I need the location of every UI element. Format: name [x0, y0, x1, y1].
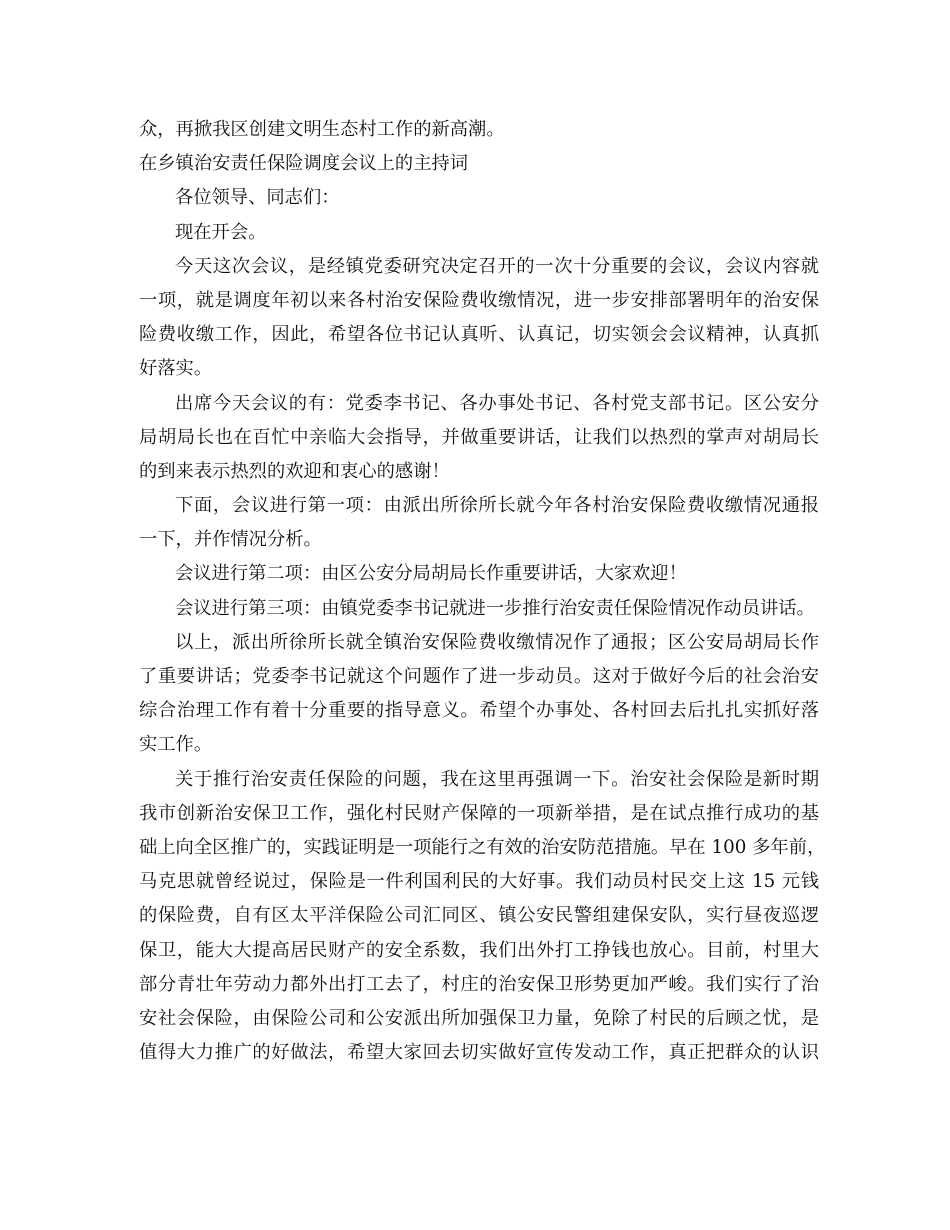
text-line: 出席今天会议的有：党委李书记、各办事处书记、各村党支部书记。区公安分 [175, 392, 819, 414]
text-line: 现在开会。 [175, 221, 267, 243]
text-line: 会议进行第三项：由镇党委李书记就进一步推行治安责任保险情况作动员讲话。 [175, 597, 815, 619]
text-line: 值得大力推广的好做法，希望大家回去切实做好宣传发动工作，真正把群众的认识 [139, 1042, 819, 1064]
text-line: 的到来表示热烈的欢迎和衷心的感谢！ [139, 460, 450, 482]
text-line: 一项，就是调度年初以来各村治安保险费收缴情况，进一步安排部署明年的治安保 [139, 289, 819, 311]
text-line: 众，再掀我区创建文明生态村工作的新高潮。 [139, 119, 505, 140]
text-line: 实工作。 [139, 734, 213, 756]
document-body [139, 113, 826, 1070]
text-line: 部分青壮年劳动力都外出打工去了，村庄的治安保卫形势更加严峻。我们实行了治 [139, 973, 819, 995]
text-line: 关于推行治安责任保险的问题，我在这里再强调一下。治安社会保险是新时期 [175, 768, 819, 790]
text-line: 局胡局长也在百忙中亲临大会指导，并做重要讲话，让我们以热烈的掌声对胡局长 [139, 426, 819, 448]
text-line: 综合治理工作有着十分重要的指导意义。希望个办事处、各村回去后扎扎实抓好落 [139, 700, 819, 722]
salutation: 各位领导、同志们： [175, 187, 340, 209]
text-line: 我市创新治安保卫工作，强化村民财产保障的一项新举措，是在试点推行成功的基 [139, 802, 819, 824]
text-line: 马克思就曾经说过，保险是一件利国利民的大好事。我们动员村民交上这 15 元钱 [139, 871, 819, 893]
text-line: 了重要讲话；党委李书记就这个问题作了进一步动员。这对于做好今后的社会治安 [139, 666, 819, 687]
text-line: 险费收缴工作，因此，希望各位书记认真听、认真记，切实领会会议精神，认真抓 [139, 324, 819, 346]
text-line: 好落实。 [139, 358, 213, 380]
text-line: 下面，会议进行第一项：由派出所徐所长就今年各村治安保险费收缴情况通报 [175, 495, 819, 517]
text-line: 保卫，能大大提高居民财产的安全系数，我们出外打工挣钱也放心。目前，村里大 [139, 939, 819, 961]
section-title: 在乡镇治安责任保险调度会议上的主持词 [139, 153, 469, 175]
text-line: 会议进行第二项：由区公安分局胡局长作重要讲话，大家欢迎！ [175, 563, 687, 585]
text-line: 的保险费，自有区太平洋保险公司汇同区、镇公安民警组建保安队，实行昼夜巡逻 [139, 905, 819, 927]
text-line: 以上，派出所徐所长就全镇治安保险费收缴情况作了通报；区公安局胡局长作 [175, 631, 819, 653]
text-line: 安社会保险，由保险公司和公安派出所加强保卫力量，免除了村民的后顾之忧，是 [139, 1007, 819, 1029]
text-line: 一下，并作情况分析。 [139, 529, 322, 551]
text-line: 今天这次会议，是经镇党委研究决定召开的一次十分重要的会议，会议内容就 [175, 255, 819, 277]
text-line: 础上向全区推广的，实践证明是一项能行之有效的治安防范措施。早在 100 多年前， [139, 836, 826, 858]
